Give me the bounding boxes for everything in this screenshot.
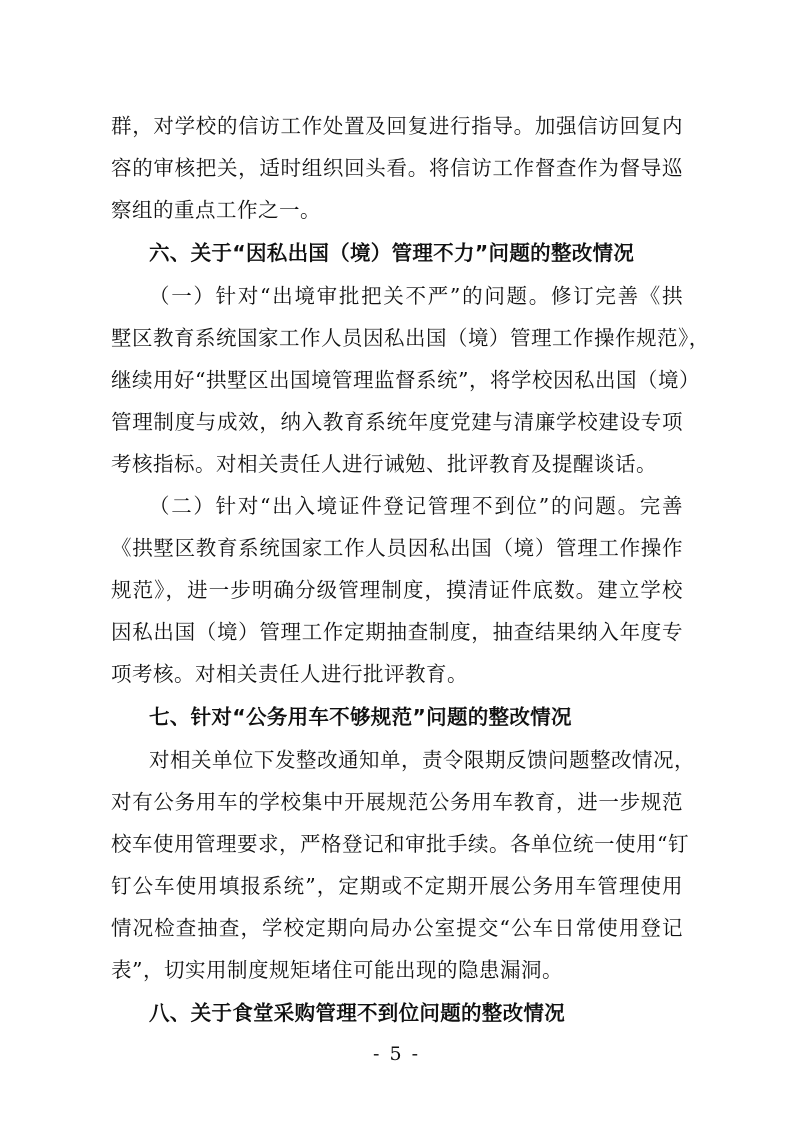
body-text-line: 情况检查抽查，学校定期向局办公室提交“公车日常使用登记 (111, 916, 683, 940)
body-text-line: 考核指标。对相关责任人进行诫勉、批评教育及提醒谈话。 (111, 452, 657, 476)
paragraph-first-line: （二）针对“出入境证件登记管理不到位”的问题。完善 (149, 494, 683, 518)
body-text-line: 表”，切实用制度规矩堵住可能出现的隐患漏洞。 (111, 958, 563, 982)
body-text-line: 校车使用管理要求，严格登记和审批手续。各单位统一使用“钉 (111, 832, 689, 856)
body-text-line: 对有公务用车的学校集中开展规范公务用车教育，进一步规范 (111, 790, 683, 814)
body-text-line: 容的审核把关，适时组织回头看。将信访工作督查作为督导巡 (111, 156, 683, 180)
section-heading: 七、针对“公务用车不够规范”问题的整改情况 (149, 705, 572, 729)
body-text-line: 管理制度与成效，纳入教育系统年度党建与清廉学校建设专项 (111, 410, 683, 434)
paragraph-first-line: 对相关单位下发整改通知单，责令限期反馈问题整改情况， (149, 748, 695, 772)
section-heading: 六、关于“因私出国（境）管理不力”问题的整改情况 (149, 241, 635, 265)
body-text-line: 察组的重点工作之一。 (111, 198, 321, 222)
body-text-line: 《拱墅区教育系统国家工作人员因私出国（境）管理工作操作 (111, 536, 683, 560)
page-number: - 5 - (372, 1043, 420, 1065)
section-heading: 八、关于食堂采购管理不到位问题的整改情况 (149, 1001, 565, 1025)
body-text-line: 因私出国（境）管理工作定期抽查制度，抽查结果纳入年度专 (111, 620, 683, 644)
body-text-line: 项考核。对相关责任人进行批评教育。 (111, 662, 468, 686)
body-text-line: 继续用好“拱墅区出国境管理监督系统”，将学校因私出国（境） (111, 368, 700, 392)
paragraph-first-line: （一）针对“出境审批把关不严”的问题。修订完善《拱 (149, 284, 683, 308)
body-text-line: 钉公车使用填报系统”，定期或不定期开展公务用车管理使用 (111, 874, 683, 898)
body-text-line: 群，对学校的信访工作处置及回复进行指导。加强信访回复内 (111, 114, 683, 138)
body-text-line: 规范》，进一步明确分级管理制度，摸清证件底数。建立学校 (111, 578, 683, 602)
body-text-line: 墅区教育系统国家工作人员因私出国（境）管理工作操作规范》， (111, 326, 710, 350)
